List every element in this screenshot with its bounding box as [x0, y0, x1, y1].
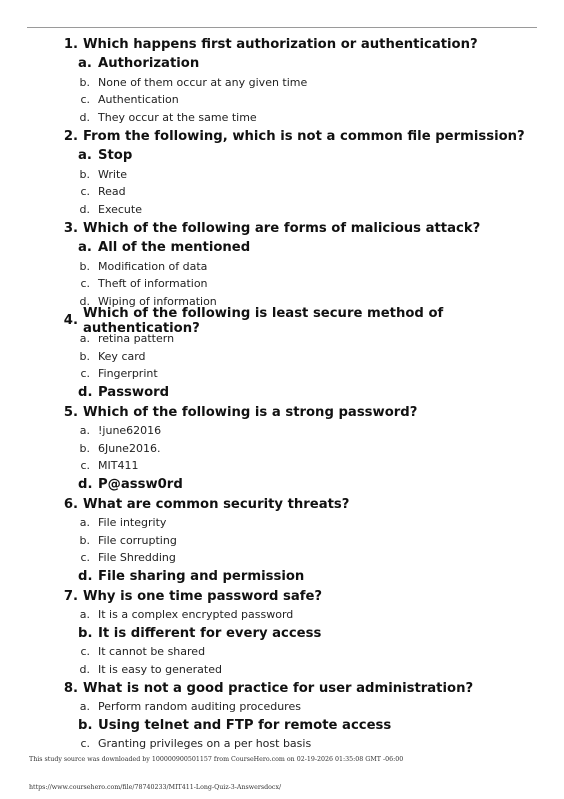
question-number: 2. — [63, 129, 78, 144]
answer-option — [0, 606, 564, 624]
option-letter: c. — [80, 737, 90, 751]
question-1 — [0, 35, 564, 54]
answer-option — [0, 643, 564, 661]
option-text: Password — [98, 384, 170, 400]
answer-option — [0, 166, 564, 184]
option-letter: a. — [79, 332, 90, 346]
answer-option — [0, 258, 564, 276]
question-number: 4. — [63, 313, 78, 328]
top-divider — [27, 27, 537, 28]
option-text: It is different for every access — [98, 625, 322, 641]
answer-option — [0, 661, 564, 679]
option-letter: b. — [78, 717, 93, 733]
option-text: retina pattern — [98, 332, 175, 346]
option-text: It cannot be shared — [98, 645, 206, 659]
option-letter: b. — [79, 349, 90, 363]
option-text: Perform random auditing procedures — [98, 700, 301, 714]
answer-option — [0, 440, 564, 458]
option-letter: a. — [78, 148, 92, 164]
option-text: Write — [98, 167, 128, 181]
answer-option — [0, 514, 564, 532]
question-number: 1. — [63, 37, 78, 52]
answer-option — [0, 201, 564, 219]
option-text: Authentication — [98, 93, 179, 107]
correct-answer-option — [0, 567, 564, 587]
option-letter: a. — [79, 424, 90, 438]
option-letter: c. — [80, 459, 90, 473]
option-letter: b. — [79, 167, 90, 181]
quiz-document — [0, 34, 564, 753]
answer-option — [0, 348, 564, 366]
correct-answer-option — [0, 146, 564, 166]
option-letter: d. — [78, 568, 93, 584]
option-text: P@assw0rd — [98, 476, 183, 492]
question-text: Which of the following is least secure method of authentication? — [82, 305, 444, 336]
question-7 — [0, 587, 564, 606]
option-text: Fingerprint — [98, 367, 158, 381]
option-letter: b. — [78, 625, 93, 641]
download-source-note: This study source was downloaded by 100000900501157 from CourseHero.com on 02-19-2026 01:35:08 GMT -06:00 — [29, 756, 404, 763]
correct-answer-option — [0, 716, 564, 736]
option-text: All of the mentioned — [98, 240, 251, 256]
option-text: 6June2016. — [98, 441, 161, 455]
answer-option — [0, 532, 564, 550]
correct-answer-option — [0, 624, 564, 644]
answer-option — [0, 698, 564, 716]
question-text: Which of the following are forms of malicious attack? — [83, 221, 481, 236]
answer-option — [0, 422, 564, 440]
option-letter: c. — [80, 645, 90, 659]
option-text: It is a complex encrypted password — [98, 608, 294, 622]
option-text: File sharing and permission — [98, 568, 305, 584]
question-text: Why is one time password safe? — [83, 589, 323, 604]
option-letter: d. — [79, 202, 90, 216]
question-text: What is not a good practice for user administration? — [83, 681, 474, 696]
option-letter: c. — [80, 367, 90, 381]
option-letter: a. — [78, 56, 92, 72]
option-text: Read — [98, 185, 126, 199]
question-4 — [0, 305, 564, 336]
option-letter: b. — [79, 533, 90, 547]
option-letter: c. — [80, 551, 90, 565]
option-letter: d. — [78, 476, 93, 492]
option-text: Granting privileges on a per host basis — [98, 737, 312, 751]
answer-option — [0, 457, 564, 475]
option-letter: c. — [80, 185, 90, 199]
answer-option — [0, 365, 564, 383]
option-letter: d. — [79, 110, 90, 124]
question-3 — [0, 219, 564, 238]
question-6 — [0, 495, 564, 514]
answer-option — [0, 275, 564, 293]
option-text: !june62016 — [98, 424, 162, 438]
correct-answer-option — [0, 238, 564, 258]
option-text: MIT411 — [98, 459, 139, 473]
answer-option — [0, 549, 564, 567]
option-letter: a. — [79, 700, 90, 714]
option-letter: b. — [79, 75, 90, 89]
question-2 — [0, 127, 564, 146]
option-letter: c. — [80, 93, 90, 107]
option-letter: a. — [79, 608, 90, 622]
question-number: 7. — [63, 589, 78, 604]
option-letter: b. — [79, 441, 90, 455]
answer-option — [0, 109, 564, 127]
question-5 — [0, 403, 564, 422]
question-8 — [0, 679, 564, 698]
option-text: They occur at the same time — [98, 110, 257, 124]
option-text: Theft of information — [98, 277, 208, 291]
correct-answer-option — [0, 475, 564, 495]
question-number: 8. — [63, 681, 78, 696]
question-text: From the following, which is not a common file permission? — [83, 129, 525, 144]
option-text: Execute — [98, 202, 142, 216]
option-letter: b. — [79, 259, 90, 273]
option-text: Authorization — [98, 56, 200, 72]
question-text: What are common security threats? — [83, 497, 350, 512]
question-text: Which of the following is a strong password? — [83, 405, 418, 420]
option-text: File corrupting — [98, 533, 177, 547]
option-text: It is easy to generated — [98, 662, 222, 676]
option-letter: d. — [79, 294, 90, 308]
option-text: File integrity — [98, 516, 167, 530]
answer-option — [0, 735, 564, 753]
option-letter: c. — [80, 277, 90, 291]
question-text: Which happens first authorization or authentication? — [83, 37, 478, 52]
option-letter: d. — [78, 384, 93, 400]
option-text: Using telnet and FTP for remote access — [98, 717, 392, 733]
source-url: https://www.coursehero.com/file/78740233/MIT411-Long-Quiz-3-Answersdocx/ — [29, 784, 282, 791]
option-letter: a. — [78, 240, 92, 256]
answer-option — [0, 183, 564, 201]
answer-option — [0, 74, 564, 92]
option-text: Stop — [98, 148, 133, 164]
question-number: 5. — [63, 405, 78, 420]
option-letter: a. — [79, 516, 90, 530]
question-number: 3. — [63, 221, 78, 236]
option-text: Modification of data — [98, 259, 208, 273]
option-text: Key card — [98, 349, 146, 363]
correct-answer-option — [0, 54, 564, 74]
correct-answer-option — [0, 383, 564, 403]
option-letter: d. — [79, 662, 90, 676]
answer-option — [0, 91, 564, 109]
option-text: Wiping of information — [98, 294, 217, 308]
option-text: File Shredding — [98, 551, 176, 565]
option-text: None of them occur at any given time — [98, 75, 308, 89]
question-number: 6. — [63, 497, 78, 512]
